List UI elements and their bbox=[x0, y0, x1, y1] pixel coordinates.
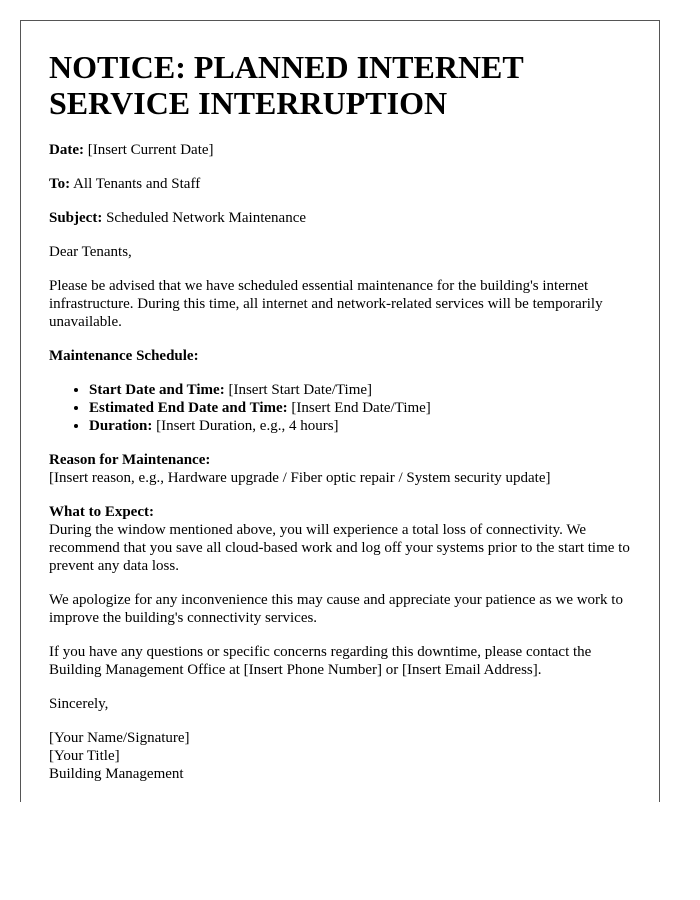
end-value: [Insert End Date/Time] bbox=[291, 400, 431, 416]
list-item bbox=[89, 399, 631, 417]
to-label: To: bbox=[49, 176, 71, 192]
date-label: Date: bbox=[49, 142, 84, 158]
intro-paragraph: Please be advised that we have scheduled essential maintenance for the building's internet infrastructure. During this time, all internet and network-related services will be temporarily unavailable. bbox=[49, 278, 603, 330]
schedule-list bbox=[49, 381, 631, 435]
schedule-heading bbox=[49, 347, 631, 365]
signature-org: Building Management bbox=[49, 766, 184, 782]
subject-value: Scheduled Network Maintenance bbox=[106, 210, 307, 226]
contact-paragraph: If you have any questions or specific concerns regarding this downtime, please contact the Building Management Office at [Insert Phone Number] or [Insert Email Address]. bbox=[49, 644, 592, 678]
list-item bbox=[89, 417, 631, 435]
notice-document bbox=[20, 20, 660, 802]
date-line bbox=[49, 141, 631, 159]
start-value: [Insert Start Date/Time] bbox=[228, 382, 373, 398]
expect-text: During the window mentioned above, you will experience a total loss of connectivity. We recommend that you save all cloud-based work and log off your systems prior to the start time to prevent any data loss. bbox=[49, 522, 630, 574]
expect-heading: What to Expect: bbox=[49, 504, 154, 520]
start-label: Start Date and Time: bbox=[89, 382, 225, 398]
date-value: [Insert Current Date] bbox=[87, 142, 214, 158]
duration-value: [Insert Duration, e.g., 4 hours] bbox=[156, 418, 339, 434]
signature-block bbox=[49, 729, 631, 783]
greeting: Dear Tenants, bbox=[49, 244, 132, 260]
reason-section bbox=[49, 451, 631, 487]
subject-label: Subject: bbox=[49, 210, 103, 226]
schedule-heading-text: Maintenance Schedule: bbox=[49, 348, 199, 364]
apology-paragraph: We apologize for any inconvenience this may cause and appreciate your patience as we work to improve the building's connectivity services. bbox=[49, 592, 623, 626]
closing: Sincerely, bbox=[49, 696, 109, 712]
reason-text: [Insert reason, e.g., Hardware upgrade / Fiber optic repair / System security update] bbox=[49, 470, 551, 486]
list-item bbox=[89, 381, 631, 399]
signature-name: [Your Name/Signature] bbox=[49, 730, 190, 746]
subject-line bbox=[49, 209, 631, 227]
reason-heading: Reason for Maintenance: bbox=[49, 452, 211, 468]
to-line bbox=[49, 175, 631, 193]
signature-title: [Your Title] bbox=[49, 748, 120, 764]
end-label: Estimated End Date and Time: bbox=[89, 400, 288, 416]
expect-section bbox=[49, 503, 631, 575]
notice-title: NOTICE: PLANNED INTERNET SERVICE INTERRUPTION bbox=[49, 49, 524, 121]
to-value: All Tenants and Staff bbox=[73, 176, 201, 192]
duration-label: Duration: bbox=[89, 418, 153, 434]
